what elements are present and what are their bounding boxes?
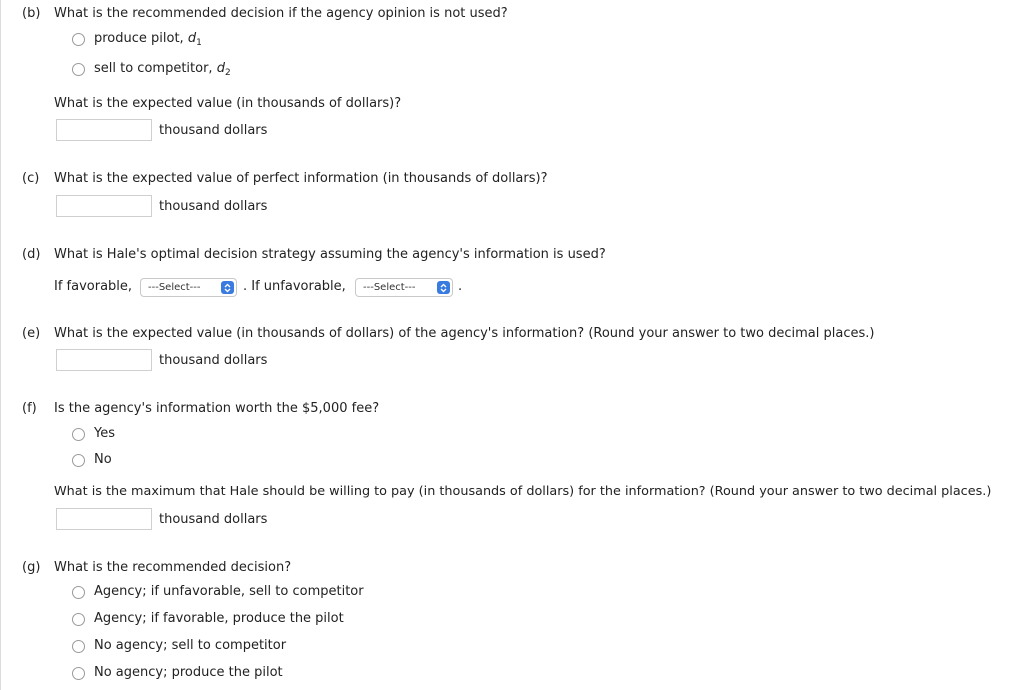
favorable-label: If favorable, bbox=[54, 279, 133, 294]
part-c-unit: thousand dollars bbox=[159, 199, 268, 214]
radio-yes[interactable] bbox=[72, 428, 85, 441]
option-agency-favorable-produce-label: Agency; if favorable, produce the pilot bbox=[94, 611, 344, 626]
part-e-letter: (e) bbox=[22, 326, 41, 341]
part-c-question: What is the expected value of perfect information (in thousands of dollars)? bbox=[54, 171, 548, 186]
radio-sell-to-competitor[interactable] bbox=[72, 63, 85, 76]
radio-agency-unfavorable-sell[interactable] bbox=[72, 586, 85, 599]
part-e-question: What is the expected value (in thousands of dollars) of the agency's information? (Round your answer to two decimal places.) bbox=[54, 326, 875, 341]
unfavorable-select[interactable] bbox=[355, 278, 453, 297]
part-f-unit: thousand dollars bbox=[159, 512, 268, 527]
radio-no[interactable] bbox=[72, 454, 85, 467]
part-f-max-question: What is the maximum that Hale should be willing to pay (in thousands of dollars) for the information? (Round your answer to two decimal places.) bbox=[54, 484, 992, 499]
unfavorable-label: . If unfavorable, bbox=[243, 279, 346, 294]
option-no-agency-produce-label: No agency; produce the pilot bbox=[94, 665, 283, 680]
option-yes-label: Yes bbox=[94, 426, 115, 441]
chevron-up-down-icon bbox=[437, 281, 450, 294]
part-e-unit: thousand dollars bbox=[159, 353, 268, 368]
part-b-question: What is the recommended decision if the agency opinion is not used? bbox=[54, 6, 508, 21]
radio-no-agency-sell[interactable] bbox=[72, 640, 85, 653]
part-f-letter: (f) bbox=[22, 401, 37, 416]
part-b-ev-input[interactable] bbox=[56, 119, 152, 141]
part-f-question: Is the agency's information worth the $5,000 fee? bbox=[54, 401, 380, 416]
part-d-question: What is Hale's optimal decision strategy assuming the agency's information is used? bbox=[54, 247, 606, 262]
option-no-agency-sell-label: No agency; sell to competitor bbox=[94, 638, 287, 653]
part-e-ev-input[interactable] bbox=[56, 349, 152, 371]
radio-agency-favorable-produce[interactable] bbox=[72, 613, 85, 626]
option-no-label: No bbox=[94, 452, 112, 467]
unfavorable-select-value: ---Select--- bbox=[363, 282, 416, 293]
option-sell-to-competitor-label: sell to competitor, $d_2$ bbox=[94, 61, 231, 78]
part-f-max-input[interactable] bbox=[56, 508, 152, 530]
favorable-select[interactable] bbox=[140, 278, 237, 297]
option-produce-pilot-label: produce pilot, $d_1$ bbox=[94, 31, 202, 48]
option-agency-unfavorable-sell-label: Agency; if unfavorable, sell to competitor bbox=[94, 584, 364, 599]
part-b-ev-question: What is the expected value (in thousands of dollars)? bbox=[54, 96, 402, 111]
part-d-end-period: . bbox=[458, 279, 463, 294]
chevron-up-down-icon bbox=[221, 281, 234, 294]
part-d-letter: (d) bbox=[22, 247, 41, 262]
part-g-question: What is the recommended decision? bbox=[54, 560, 292, 575]
part-b-unit: thousand dollars bbox=[159, 123, 268, 138]
left-border bbox=[0, 0, 1, 690]
favorable-select-value: ---Select--- bbox=[148, 282, 201, 293]
part-g-letter: (g) bbox=[22, 560, 41, 575]
part-c-evpi-input[interactable] bbox=[56, 195, 152, 217]
radio-no-agency-produce[interactable] bbox=[72, 667, 85, 680]
radio-produce-pilot[interactable] bbox=[72, 33, 85, 46]
part-c-letter: (c) bbox=[22, 171, 40, 186]
part-b-letter: (b) bbox=[22, 6, 41, 21]
